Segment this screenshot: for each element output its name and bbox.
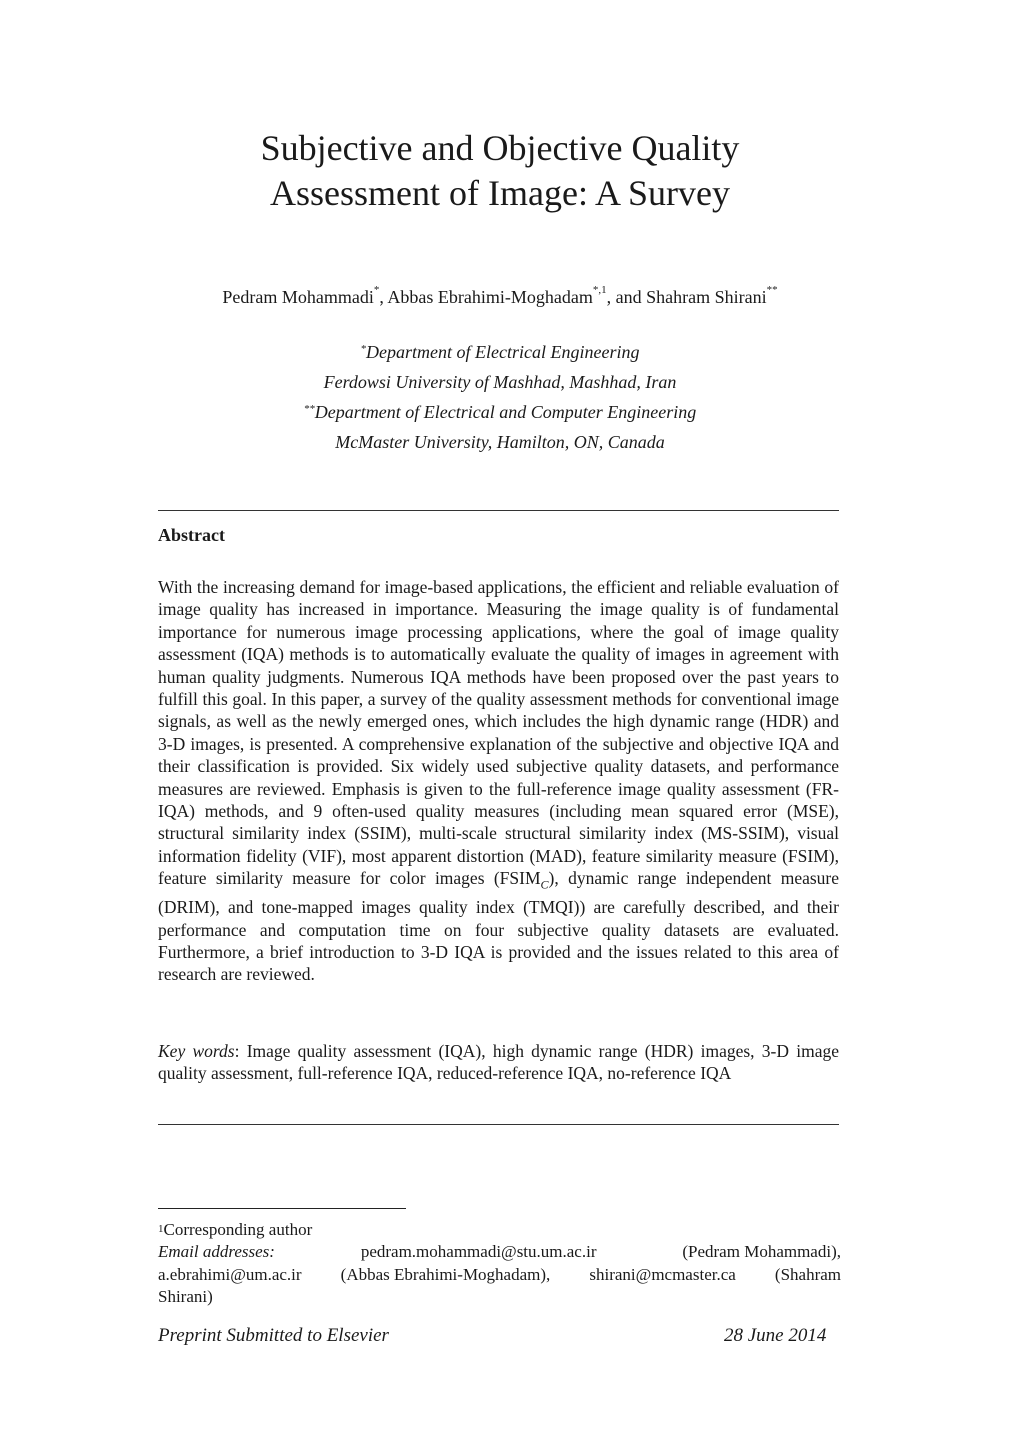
bottom-divider — [158, 1124, 839, 1125]
footer-preprint: Preprint Submitted to Elsevier — [158, 1325, 389, 1346]
email-2: a.ebrahimi@um.ac.ir — [158, 1264, 302, 1284]
affiliation-line-3: **Department of Electrical and Computer Engineering — [303, 402, 697, 422]
affiliation-line-2: Ferdowsi University of Mashhad, Mashhad, Iran — [323, 372, 677, 392]
email-1-owner: (Pedram Mohammadi), — [682, 1242, 841, 1262]
footer-date: 28 June 2014 — [724, 1325, 827, 1346]
author-2-name: Abbas Ebrahimi-Moghadam — [387, 287, 593, 307]
keywords-text: : Image quality assessment (IQA), high dynamic range (HDR) images, 3-D image quality assessment, full-reference IQA, reduced-reference IQA, no-reference IQA — [158, 1041, 839, 1084]
author-3-mark: ** — [766, 284, 778, 296]
author-1-mark: * — [373, 284, 380, 296]
keywords-label: Key words — [158, 1041, 235, 1061]
email-label: Email addresses: — [158, 1242, 275, 1262]
top-divider — [158, 510, 839, 511]
affiliations — [0, 339, 1000, 459]
keywords — [158, 1040, 839, 1085]
abstract-heading: Abstract — [158, 525, 225, 545]
footnote-rule — [158, 1208, 406, 1209]
affiliation-line-4: McMaster University, Hamilton, ON, Canada — [335, 432, 665, 452]
affiliation-1-mark: * — [360, 343, 367, 355]
author-3-text: , and Shahram Shirani — [606, 287, 767, 307]
author-1-name: Pedram Mohammadi — [222, 287, 374, 307]
paper-title — [0, 130, 1000, 220]
author-2-mark: *,1 — [592, 284, 607, 296]
email-3-owner-part2: Shirani) — [158, 1286, 213, 1306]
email-2-owner: (Abbas Ebrahimi-Moghadam), — [340, 1264, 551, 1284]
affiliation-2-mark: ** — [303, 403, 315, 415]
title-line-1: Subjective and Objective Quality — [260, 128, 740, 168]
fsim-subscript: C — [540, 877, 549, 892]
footnote — [158, 1219, 841, 1308]
author-list: Pedram Mohammadi*, Abbas Ebrahimi-Moghadam$^{*,1}$, and Shahram Shirani** — [222, 284, 778, 307]
affiliation-line-1: *Department of Electrical Engineering — [360, 342, 640, 362]
title-line-2: Assessment of Image: A Survey — [270, 173, 730, 213]
email-3-owner-part1: (Shahram — [774, 1264, 841, 1284]
abstract-body: With the increasing demand for image-based applications, the efficient and reliable evaluation of image quality has increased in importance. Measuring the image quality is of fundamental importance for numerous image processing applications, where the goal of image quality assessment (IQA) methods is to automatically evaluate the quality of images in agreement with human quality judgments. Numerous IQA methods have been proposed over the past years to fulfill this goal. In this paper, a survey of the quality assessment methods for conventional image signals, as well as the newly emerged ones, which includes the high dynamic range (HDR) and 3-D images, is presented. A comprehensive explanation of the subjective and objective IQA and their classification is provided. Six widely used subjective quality datasets, and performance measures are reviewed. Emphasis is given to the full-reference image quality assessment (FR-IQA) methods, and 9 often-used quality measures (including mean squared error (MSE), structural similarity index (SSIM), multi-scale structural similarity index (MS-SSIM), visual information fidelity (VIF), most apparent distortion (MAD), feature similarity measure (FSIM), feature similarity measure for color images $(FSIM_C)$, dynamic range independent measure (DRIM), and tone-mapped images quality index (TMQI)) are carefully described, and their performance and computation time on four subjective quality datasets are evaluated. Furthermore, a brief introduction to 3-D IQA is provided and the issues related to this area of research are reviewed. — [158, 577, 840, 985]
footnote-mark: 1 — [158, 1223, 164, 1235]
email-1: pedram.mohammadi@stu.um.ac.ir — [360, 1242, 597, 1262]
email-3: shirani@mcmaster.ca — [589, 1264, 736, 1284]
corresponding-author: Corresponding author — [163, 1220, 313, 1239]
